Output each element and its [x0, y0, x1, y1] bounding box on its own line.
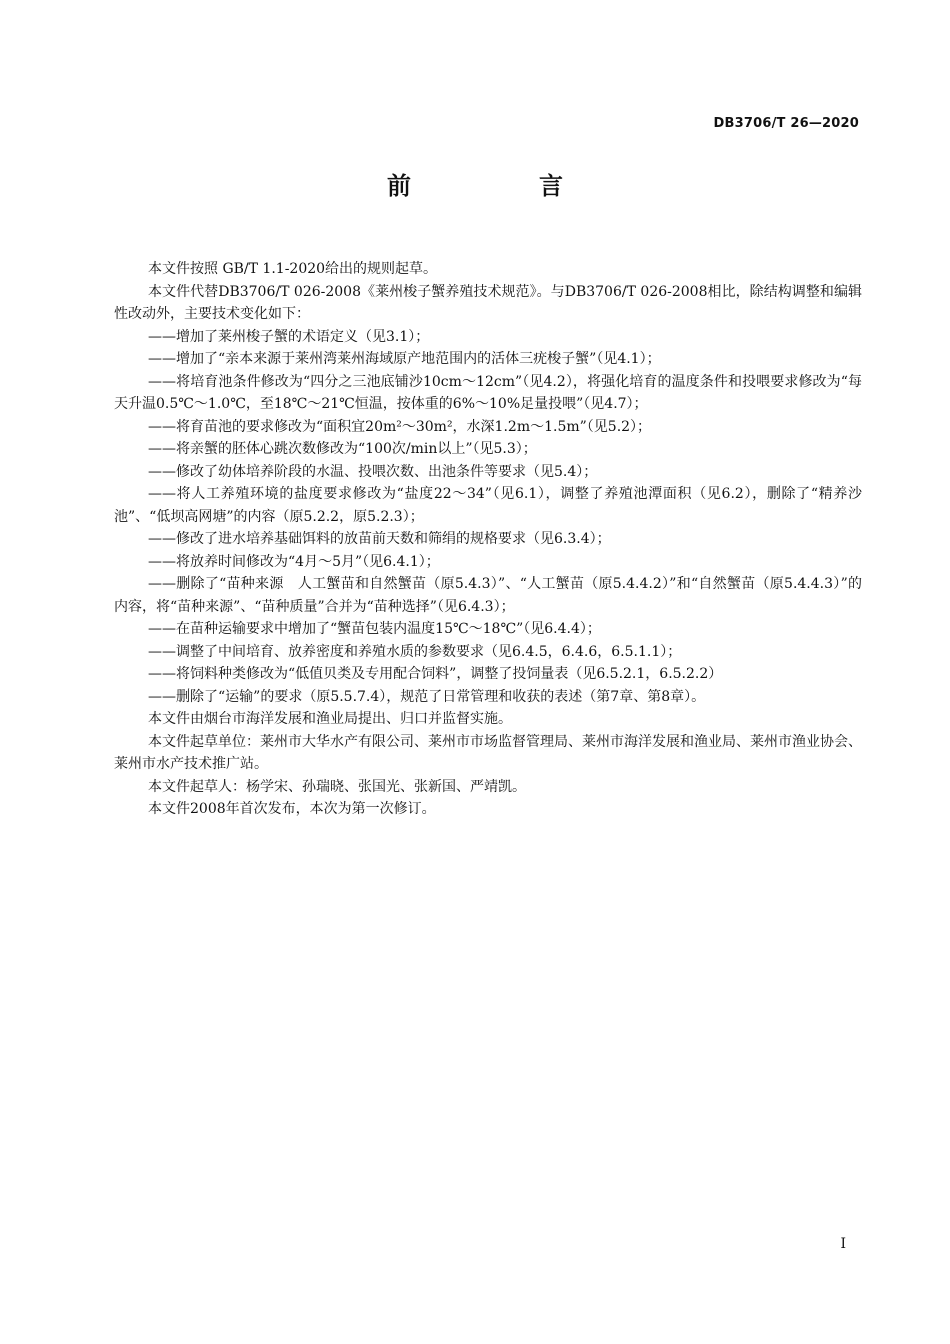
document-body — [114, 258, 862, 821]
change-item: ——将育苗池的要求修改为“面积宜20m²～30m²，水深1.2m～1.5m”（见5.2）； — [148, 418, 652, 435]
change-item: ——增加了“亲本来源于莱州湾莱州海域原产地范围内的活体三疣梭子蟹”（见4.1）； — [148, 351, 661, 367]
change-item: ——将放养时间修改为“4月～5月”（见6.4.1）； — [148, 553, 440, 570]
page-number: I — [840, 1236, 846, 1252]
paragraph-drafting-rules: 本文件按照 GB/T 1.1-2020给出的规则起草。 — [148, 261, 438, 277]
change-item: ——修改了幼体培养阶段的水温、投喂次数、出池条件等要求（见5.4）； — [148, 463, 598, 480]
paragraph-proposer: 本文件由烟台市海洋发展和渔业局提出、归口并监督实施。 — [148, 711, 512, 727]
change-item: ——将饲料种类修改为“低值贝类及专用配合饲料”，调整了投饲量表（见6.5.2.1，6.5.2.2） — [148, 666, 723, 682]
change-item: ——修改了进水培养基础饵料的放苗前天数和筛绢的规格要求（见6.3.4）； — [148, 531, 611, 547]
change-item: ——删除了“运输”的要求（原5.5.7.4），规范了日常管理和收获的表述（第7章、第8章）。 — [148, 688, 706, 705]
paragraph-drafting-units: 本文件起草单位：莱州市大华水产有限公司、莱州市市场监督管理局、莱州市海洋发展和渔业局、莱州市渔业协会、莱州市水产技术推广站。 — [114, 733, 862, 772]
paragraph-drafters: 本文件起草人：杨学宋、孙瑞晓、张国光、张新国、严靖凯。 — [148, 778, 526, 795]
paragraph-replacement-summary: 本文件代替DB3706/T 026-2008《莱州梭子蟹养殖技术规范》。与DB3706/T 026-2008相比，除结构调整和编辑性改动外，主要技术变化如下： — [114, 283, 862, 322]
change-item: ——增加了莱州梭子蟹的术语定义（见3.1）； — [148, 328, 430, 345]
change-item: ——在苗种运输要求中增加了“蟹苗包装内温度15℃～18℃”（见6.4.4）； — [148, 621, 601, 637]
change-item: ——将人工养殖环境的盐度要求修改为“盐度22～34”（见6.1），调整了养殖池潭面积（见6.2），删除了“精养沙池”、“低坝高网塘”的内容（原5.2.2，原5.2.3）； — [114, 486, 862, 525]
change-item: ——将培育池条件修改为“四分之三池底铺沙10cm～12cm”（见4.2），将强化培育的温度条件和投喂要求修改为“每天升温0.5℃～1.0℃，至18℃～21℃恒温，按体重的6%～10%足量投喂”（见4.7）； — [114, 373, 862, 412]
change-item: ——删除了“苗种来源 人工蟹苗和自然蟹苗（原5.4.3）”、“人工蟹苗（原5.4.4.2）”和“自然蟹苗（原5.4.4.3）”的内容，将“苗种来源”、“苗种质量”合并为“苗种选择”（见6.4.3）； — [114, 576, 862, 615]
change-item: ——将亲蟹的胚体心跳次数修改为“100次/min以上”（见5.3）； — [148, 441, 537, 457]
change-item: ——调整了中间培育、放养密度和养殖水质的参数要求（见6.4.5，6.4.6，6.5.1.1）； — [148, 643, 682, 660]
page-title: 前 言 — [387, 172, 615, 200]
paragraph-release-history: 本文件2008年首次发布，本次为第一次修订。 — [148, 801, 436, 817]
document-code: DB3706/T 26—2020 — [713, 116, 859, 131]
